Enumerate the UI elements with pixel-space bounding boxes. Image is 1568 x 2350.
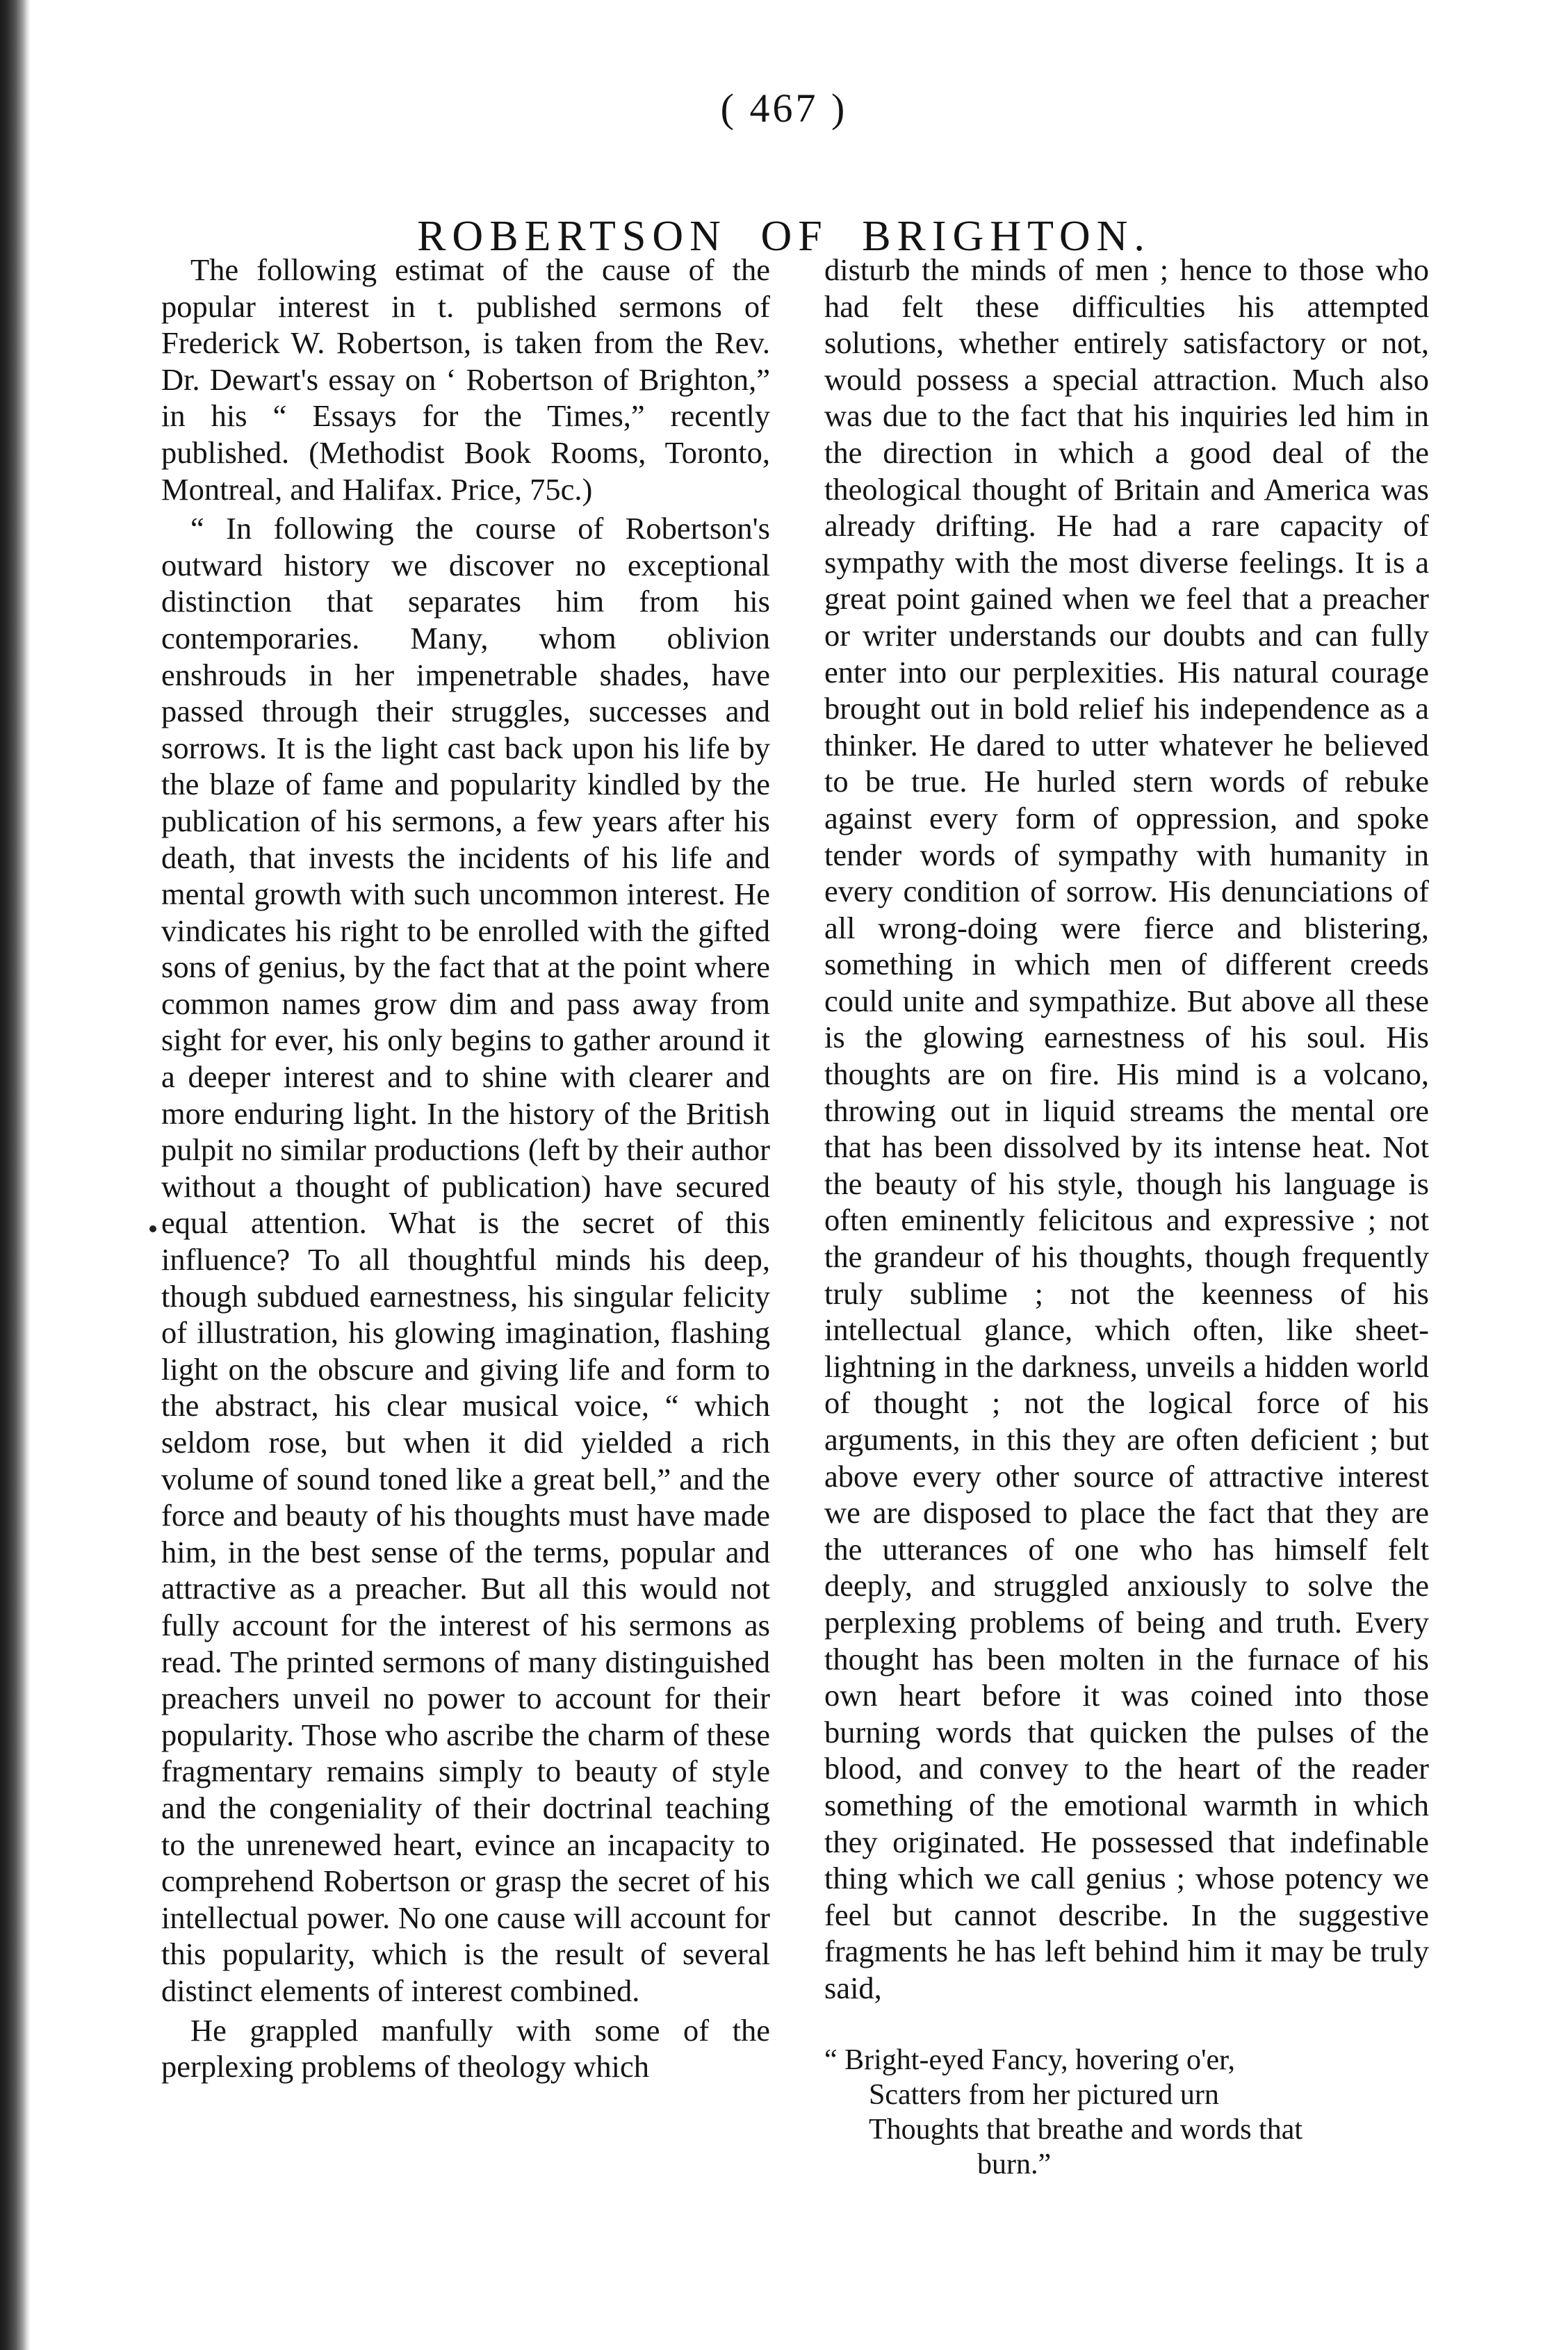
page-binding-edge [0,0,31,2350]
right-column [824,252,1429,2182]
left-column [161,252,770,2085]
margin-mark [149,1225,156,1232]
verse-line: “ Bright-eyed Fancy, hovering o'er, [824,2043,1235,2076]
verse-line: Thoughts that breathe and words that [869,2113,1303,2146]
body-paragraph: He grappled manfully with some of the perplexing problems of theology which [161,2012,770,2084]
intro-paragraph: The following estimat of the cause of the popular interest in t. published sermons of Frederick W. Robertson, is taken from the Rev. Dr. Dewart's essay on ‘ Robertson of Brighton,” in his “ Essays for the Times,” recently published. (Methodist Book Rooms, Toronto, Montreal, and Halifax. Price, 75c.) [161,252,770,507]
verse-line: Scatters from her pictured urn [869,2078,1219,2111]
page-number: ( 467 ) [720,85,848,131]
article-title: ROBERTSON OF BRIGHTON. [417,213,1151,260]
body-paragraph-continued: disturb the minds of men ; hence to those who had felt these difficulties his attempted solutions, whether entirely satisfactory or not, would possess a special attraction. Much also was due to the fact that his inquiries led him in the direction in which a good deal of the theological thought of Britain and America was already drifting. He had a rare capacity of sympathy with the most diverse feelings. It is a great point gained when we feel that a preacher or writer understands our doubts and can fully enter into our perplexities. His natural courage brought out in bold relief his independence as a thinker. He dared to utter whatever he believed to be true. He hurled stern words of rebuke against every form of oppression, and spoke tender words of sympathy with humanity in every condition of sorrow. His denunciations of all wrong-doing were fierce and blistering, something in which men of different creeds could unite and sympathize. But above all these is the glowing earnestness of his soul. His thoughts are on fire. His mind is a volcano, throwing out in liquid streams the mental ore that has been dissolved by its intense heat. Not the beauty of his style, though his language is often eminently felicitous and expressive ; not the grandeur of his thoughts, though frequently truly sublime ; not the keenness of his intellectual glance, which often, like sheet-lightning in the darkness, unveils a hidden world of thought ; not the logical force of his arguments, in this they are often deficient ; but above every other source of attractive interest we are disposed to place the fact that they are the utterances of one who has himself felt deeply, and struggled anxiously to solve the perplexing problems of being and truth. Every thought has been molten in the furnace of his own heart before it was coined into those burning words that quicken the pulses of the blood, and convey to the heart of the reader something of the emotional warmth in which they originated. He possessed that indefinable thing which we call genius ; whose potency we feel but cannot describe. In the suggestive fragments he has left behind him it may be truly said, [824,252,1429,2005]
body-paragraph: “ In following the course of Robertson's outward history we discover no exceptional distinction that separates him from his contemporaries. Many, whom oblivion enshrouds in her impenetrable shades, have passed through their struggles, successes and sorrows. It is the light cast back upon his life by the blaze of fame and popularity kindled by the publication of his sermons, a few years after his death, that invests the incidents of his life and mental growth with such uncommon interest. He vindicates his right to be enrolled with the gifted sons of genius, by the fact that at the point where common names grow dim and pass away from sight for ever, his only begins to gather around it a deeper interest and to shine with clearer and more enduring light. In the history of the British pulpit no similar productions (left by their author without a thought of publication) have secured equal attention. What is the secret of this influence? To all thoughtful minds his deep, though subdued earnestness, his singular felicity of illustration, his glowing imagination, flashing light on the obscure and giving life and form to the abstract, his clear musical voice, “ which seldom rose, but when it did yielded a rich volume of sound toned like a great bell,” and the force and beauty of his thoughts must have made him, in the best sense of the terms, popular and attractive as a preacher. But all this would not fully account for the interest of his sermons as read. The printed sermons of many distinguished preachers unveil no power to account for their popularity. Those who ascribe the charm of these fragmentary remains simply to beauty of style and the congeniality of their doctrinal teaching to the unrenewed heart, evince an incapacity to comprehend Robertson or grasp the secret of his intellectual power. No one cause will account for this popularity, which is the result of several distinct elements of interest combined. [161,511,770,2008]
verse-quotation [824,2043,1429,2182]
verse-line: burn.” [977,2148,1052,2180]
